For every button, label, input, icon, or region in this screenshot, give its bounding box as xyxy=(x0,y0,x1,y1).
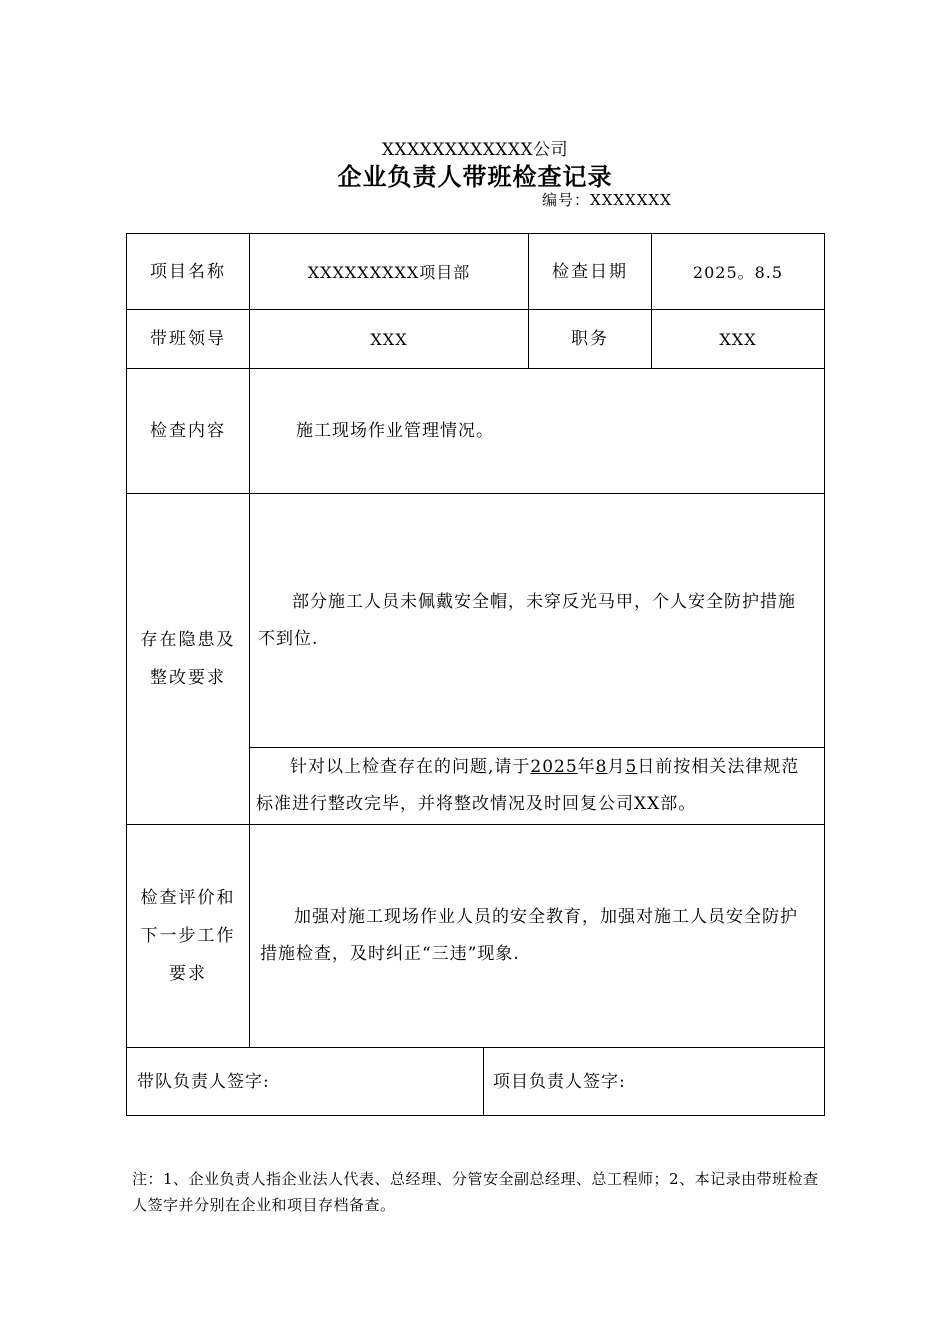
document-title: 企业负责人带班检查记录 xyxy=(337,162,613,191)
project-name-label: 项目名称 xyxy=(126,233,250,310)
inspection-date-label: 检查日期 xyxy=(528,233,652,310)
serial-label: 编号： xyxy=(542,191,591,209)
rectify-year: 2025 xyxy=(530,757,578,777)
rectify-cell xyxy=(249,747,825,825)
serial-value: XXXXXXX xyxy=(590,191,672,209)
project-leader-signature[interactable] xyxy=(483,1047,825,1116)
hazard-value-cell xyxy=(249,493,825,748)
hazard-label-line1: 存在隐患及 xyxy=(140,630,236,650)
evaluation-label-line3: 要求 xyxy=(169,964,207,984)
company-name: XXXXXXXXXXXX公司 xyxy=(381,140,569,160)
evaluation-label xyxy=(126,824,250,1048)
serial-number xyxy=(542,189,672,210)
team-leader-signature-label: 带队负责人签字: xyxy=(137,1071,270,1092)
inspection-date-value: 2025。8.5 xyxy=(651,233,825,310)
evaluation-label-line1: 检查评价和 xyxy=(140,888,236,908)
position-value: XXX xyxy=(651,309,825,369)
evaluation-value-cell xyxy=(249,824,825,1048)
evaluation-value: 加强对施工现场作业人员的安全教育，加强对施工人员安全防护措施检查，及时纠正“三违”现象. xyxy=(260,907,798,964)
content-label: 检查内容 xyxy=(126,368,250,494)
project-name-value: XXXXXXXXX项目部 xyxy=(249,233,529,310)
content-value: 施工现场作业管理情况。 xyxy=(296,420,494,441)
rectify-month-unit: 月 xyxy=(607,757,626,777)
rectify-prefix: 针对以上检查存在的问题,请于 xyxy=(290,757,531,777)
project-leader-signature-label: 项目负责人签字: xyxy=(493,1071,626,1092)
content-value-cell xyxy=(249,368,825,494)
leader-value: XXX xyxy=(249,309,529,369)
hazard-label-line2: 整改要求 xyxy=(150,668,226,688)
rectify-year-unit: 年 xyxy=(577,757,596,777)
rectify-requirement xyxy=(250,749,824,823)
team-leader-signature[interactable] xyxy=(126,1047,484,1116)
hazard-value: 部分施工人员未佩戴安全帽，未穿反光马甲，个人安全防护措施不到位. xyxy=(258,591,796,649)
position-label: 职务 xyxy=(528,309,652,369)
evaluation-label-line2: 下一步工作 xyxy=(140,926,236,946)
footer-note: 注：1、企业负责人指企业法人代表、总经理、分管安全副总经理、总工程师；2、本记录由带班检查人签字并分别在企业和项目存档备查。 xyxy=(132,1170,819,1214)
rectify-month: 8 xyxy=(595,757,608,777)
hazard-label xyxy=(126,493,250,825)
rectify-day: 5 xyxy=(625,757,638,777)
leader-label: 带班领导 xyxy=(126,309,250,369)
rectify-suffix: 日前按相关法律规范标准进行整改完毕，并将整改情况及时回复公司XX部。 xyxy=(256,757,800,814)
